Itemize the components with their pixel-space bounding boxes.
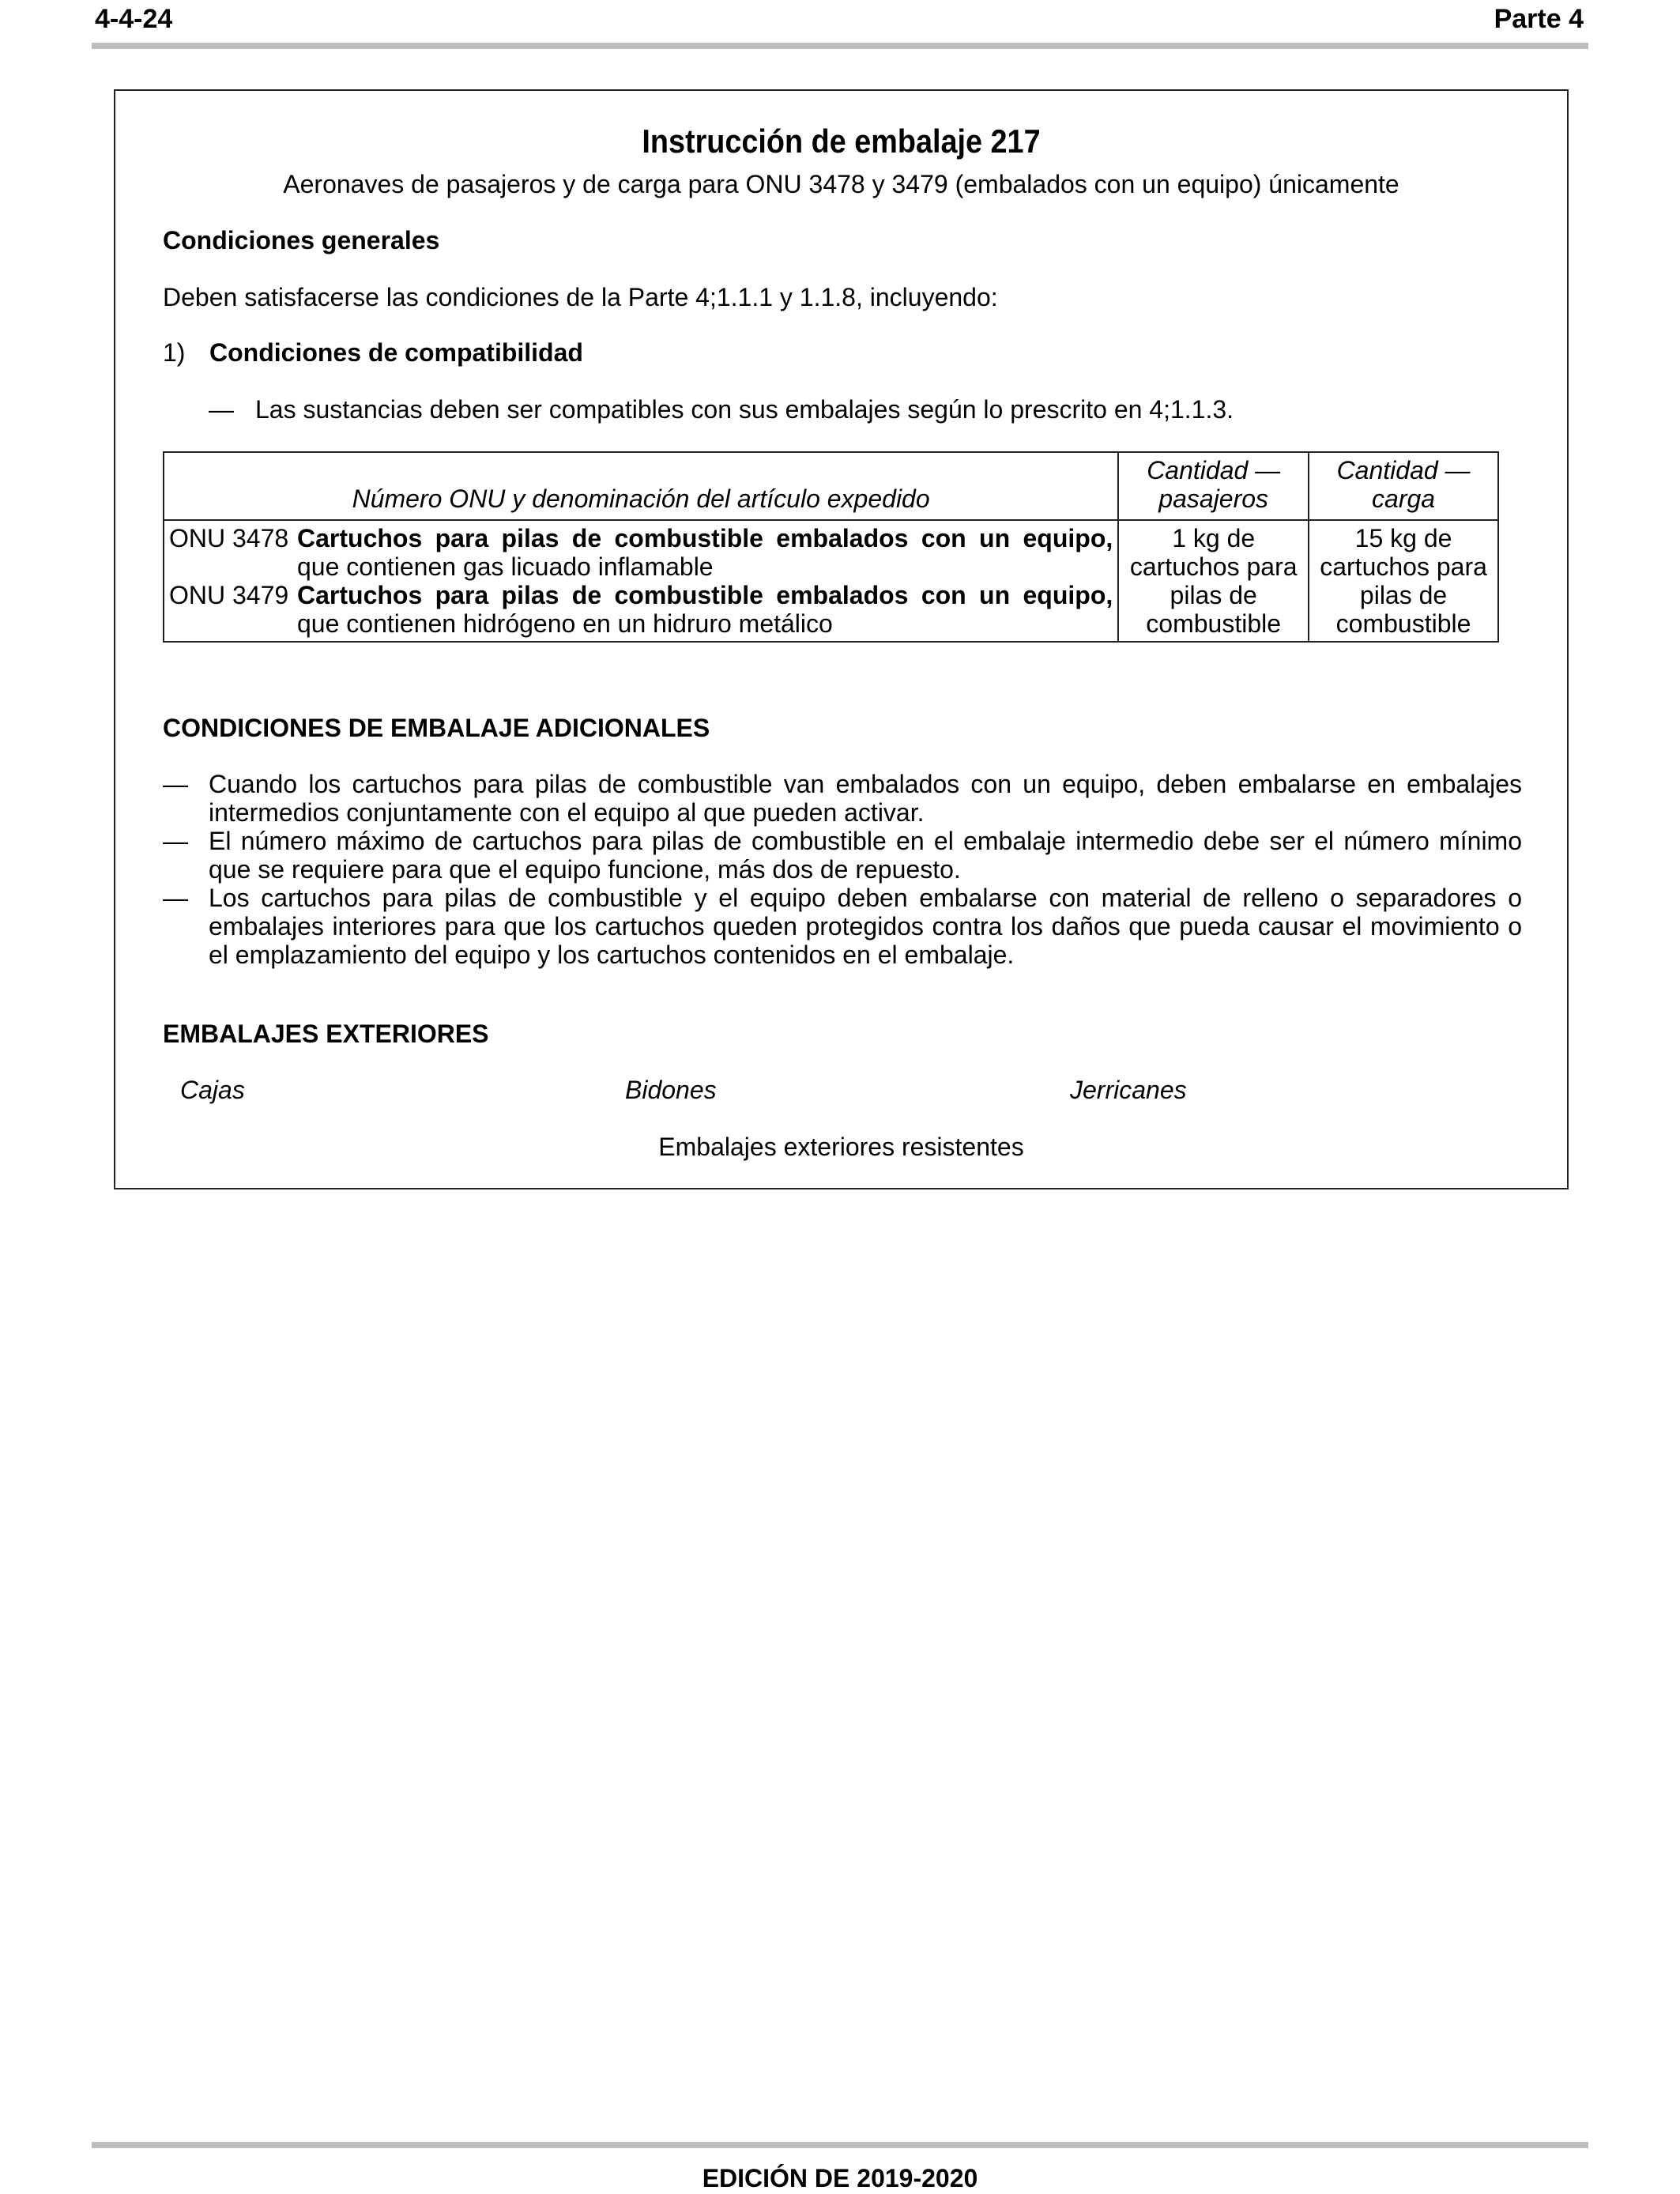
list-item	[163, 827, 1522, 884]
part-label: Parte 4	[1494, 4, 1584, 34]
page-number: 4-4-24	[95, 4, 173, 34]
outer-packagings-note: Embalajes exteriores resistentes	[658, 1133, 1024, 1161]
dash-bullet: —	[163, 827, 188, 855]
outer-packagings-heading: EMBALAJES EXTERIORES	[163, 1020, 489, 1048]
compatibility-text: Las sustancias deben ser compatibles con sus embalajes según lo prescrito en 4;1.1.3.	[255, 395, 1234, 424]
general-conditions-text: Deben satisfacerse las condiciones de la Parte 4;1.1.1 y 1.1.8, incluyendo:	[163, 283, 998, 311]
article-names-cell	[164, 520, 1118, 642]
column-header-passenger: Cantidad — pasajeros	[1118, 452, 1309, 520]
header-rule	[92, 43, 1588, 49]
footer-rule	[92, 2142, 1588, 2148]
article-name: Cartuchos para pilas de combustible embalados con un equipo,	[297, 524, 1113, 552]
list-item-text: Los cartuchos para pilas de combustible y el equipo deben embalarse con material de relleno o separadores o embalajes interiores para que los cartuchos queden protegidos contra los daños que pueda causar el movimiento o el emplazamiento del equipo y los cartuchos contenidos en el embalaje.	[209, 884, 1522, 969]
additional-conditions-list	[163, 770, 1522, 969]
list-item	[163, 884, 1522, 969]
article-description: que contienen hidrógeno en un hidruro metálico	[297, 609, 833, 638]
edition-footer: EDICIÓN DE 2019-2020	[702, 2164, 978, 2192]
passenger-quantity: 1 kg de cartuchos para pilas de combustible	[1118, 520, 1309, 642]
list-item-text: Cuando los cartuchos para pilas de combustible van embalados con un equipo, deben embalarse en embalajes intermedios conjuntamente con el equipo al que pueden activar.	[209, 770, 1522, 827]
packing-instruction-box	[114, 89, 1569, 1189]
additional-conditions-heading: CONDICIONES DE EMBALAJE ADICIONALES	[163, 714, 710, 742]
article-entry	[164, 524, 1117, 581]
un-number: ONU 3479	[169, 581, 289, 609]
compatibility-heading: Condiciones de compatibilidad	[209, 338, 583, 367]
compatibility-dash: —	[209, 395, 234, 424]
dash-bullet: —	[163, 884, 188, 912]
compatibility-number: 1)	[163, 338, 186, 367]
quantity-table	[163, 451, 1499, 643]
article-name: Cartuchos para pilas de combustible embalados con un equipo,	[297, 581, 1113, 609]
article-entry	[164, 581, 1117, 638]
list-item	[163, 770, 1522, 827]
outer-type-boxes: Cajas	[180, 1076, 245, 1104]
table-row	[164, 520, 1498, 642]
general-conditions-heading: Condiciones generales	[163, 226, 440, 254]
instruction-subtitle: Aeronaves de pasajeros y de carga para ONU 3478 y 3479 (embalados con un equipo) únicamente	[283, 170, 1399, 198]
dash-bullet: —	[163, 770, 188, 798]
instruction-title: Instrucción de embalaje 217	[642, 123, 1041, 160]
outer-type-jerricans: Jerricanes	[1070, 1076, 1187, 1104]
column-header-cargo: Cantidad — carga	[1309, 452, 1498, 520]
un-number: ONU 3478	[169, 524, 289, 552]
cargo-quantity: 15 kg de cartuchos para pilas de combustible	[1309, 520, 1498, 642]
outer-type-drums: Bidones	[625, 1076, 717, 1104]
table-header-row	[164, 452, 1498, 520]
article-description: que contienen gas licuado inflamable	[297, 552, 714, 581]
column-header-name: Número ONU y denominación del artículo expedido	[164, 452, 1118, 520]
list-item-text: El número máximo de cartuchos para pilas de combustible en el embalaje intermedio debe ser el número mínimo que se requiere para que el equipo funcione, más dos de repuesto.	[209, 827, 1522, 884]
